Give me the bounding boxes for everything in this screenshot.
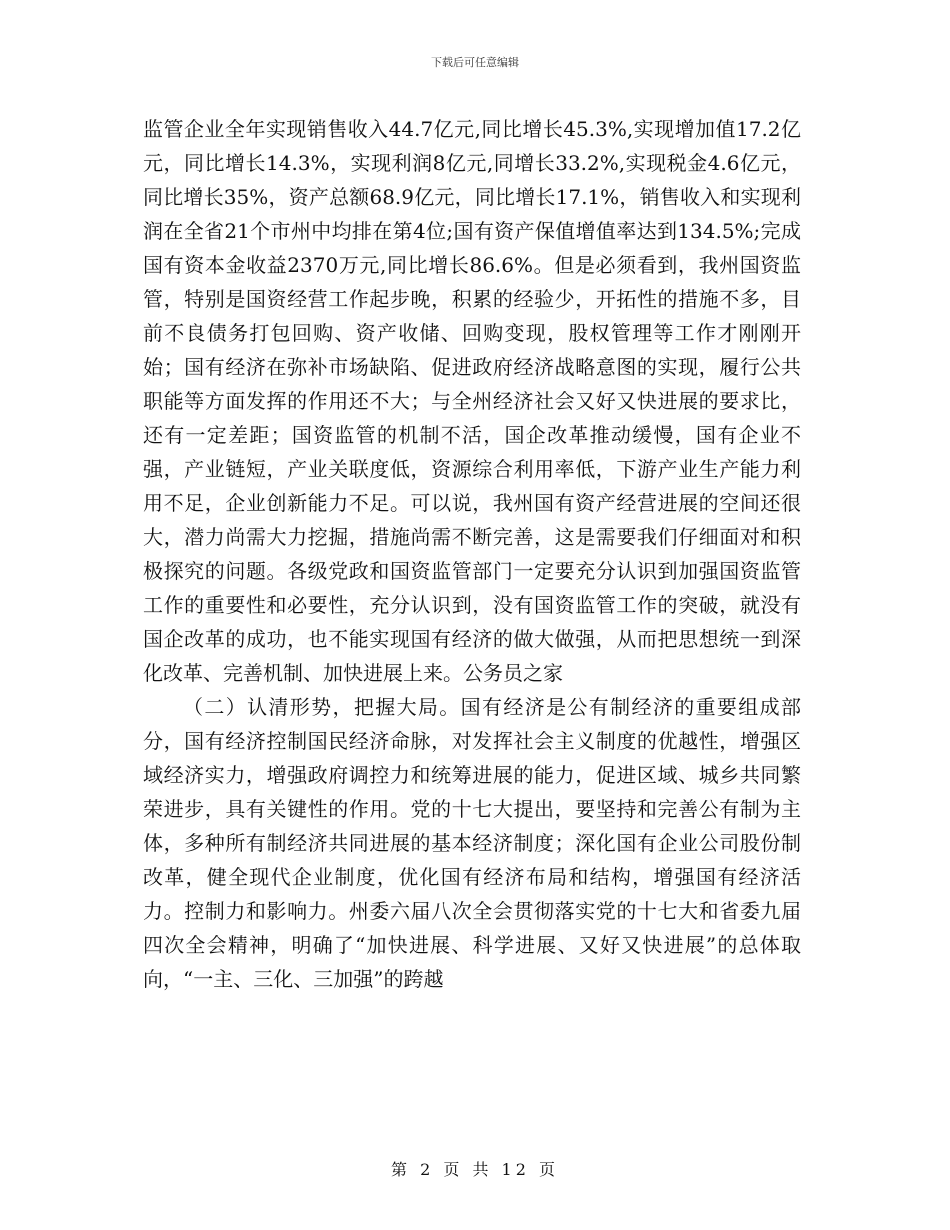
page-footer: 第 2 页 共 12 页 <box>391 1160 559 1179</box>
page-header: 下载后可任意编辑 <box>431 56 519 69</box>
document-body <box>143 112 801 996</box>
paragraph-1: 监管企业全年实现销售收入44.7亿元,同比增长45.3%,实现增加值17.2亿元，同比增长14.3%，实现利润8亿元,同增长33.2%,实现税金4.6亿元，同比增长35%，资产总额68.9亿元，同比增长17.1%，销售收入和实现利润在全省21个市州中均排在第4位;国有资产保值增值率达到134.5%;完成国有资本金收益2370万元,同比增长86.6%。但是必须看到，我州国资监管，特别是国资经营工作起步晚，积累的经验少，开拓性的措施不多，目前不良债务打包回购、资产收储、回购变现，股权管理等工作才刚刚开始；国有经济在弥补市场缺陷、促进政府经济战略意图的实现，履行公共职能等方面发挥的作用还不大；与全州经济社会又好又快进展的要求比，还有一定差距；国资监管的机制不活，国企改革推动缓慢，国有企业不强，产业链短，产业关联度低，资源综合利用率低，下游产业生产能力利用不足，企业创新能力不足。可以说，我州国有资产经营进展的空间还很大，潜力尚需大力挖掘，措施尚需不断完善，这是需要我们仔细面对和积极探究的问题。各级党政和国资监管部门一定要充分认识到加强国资监管工作的重要性和必要性，充分认识到，没有国资监管工作的突破，就没有国企改革的成功，也不能实现国有经济的做大做强，从而把思想统一到深化改革、完善机制、加快进展上来。公务员之家 <box>143 117 801 685</box>
paragraph-2: （二）认清形势，把握大局。国有经济是公有制经济的重要组成部分，国有经济控制国民经济命脉，对发挥社会主义制度的优越性，增强区域经济实力，增强政府调控力和统筹进展的能力，促进区域、城乡共同繁荣进步，具有关键性的作用。党的十七大提出，要坚持和完善公有制为主体，多种所有制经济共同进展的基本经济制度；深化国有企业公司股份制改革，健全现代企业制度，优化国有经济布局和结构，增强国有经济活力。控制力和影响力。州委六届八次全会贯彻落实党的十七大和省委九届四次全会精神，明确了“加快进展、科学进展、又好又快进展”的总体取向，“一主、三化、三加强”的跨越 <box>143 695 801 991</box>
